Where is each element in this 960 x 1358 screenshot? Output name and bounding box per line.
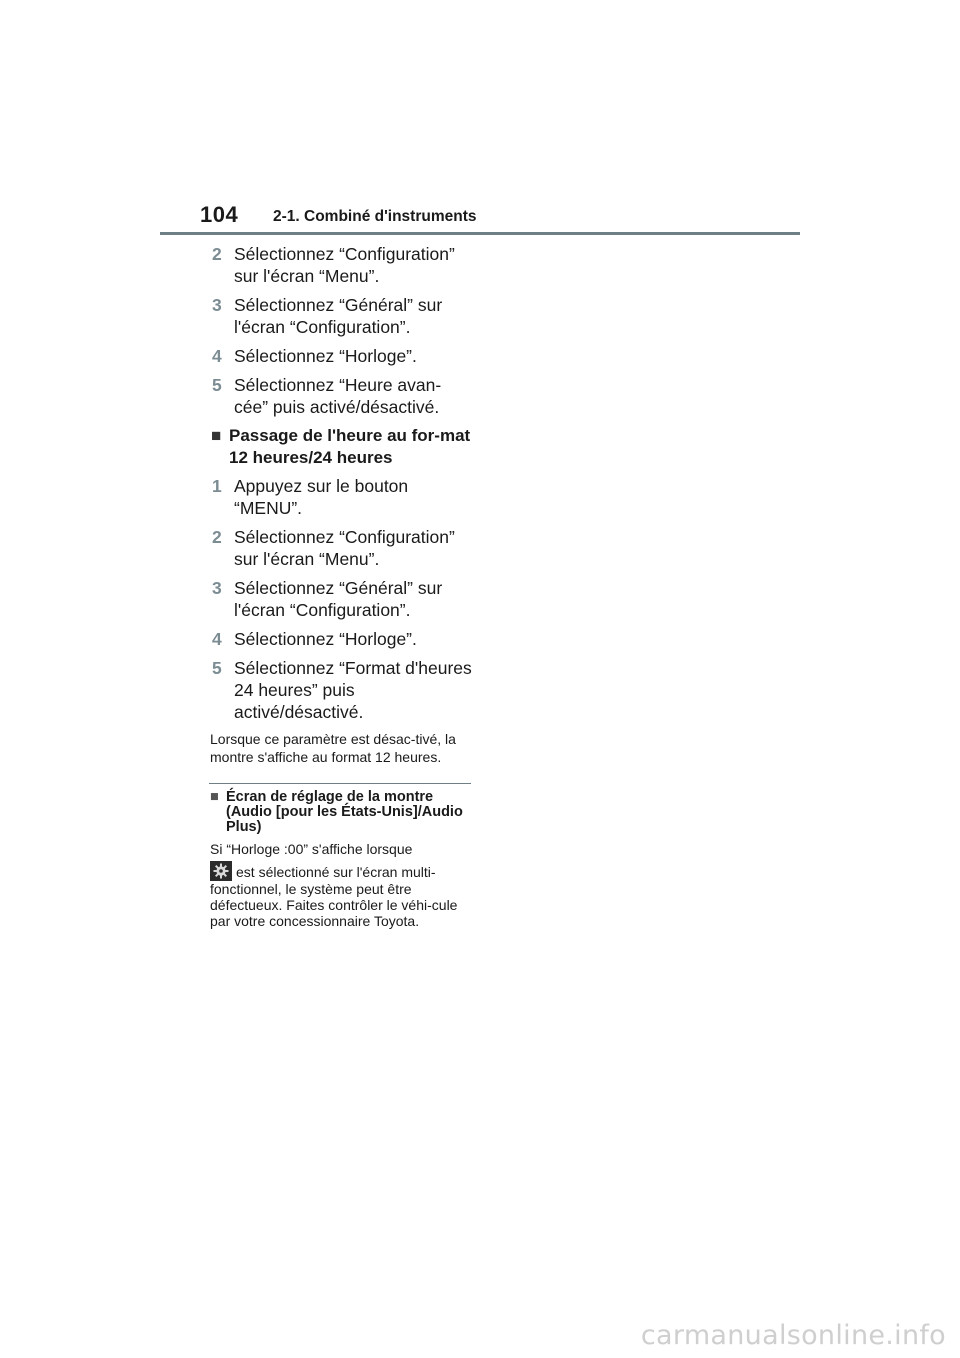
step-number: 3 (212, 578, 222, 598)
step-text: Appuyez sur le bouton “MENU”. (234, 476, 409, 518)
square-bullet-icon: ■ (211, 426, 222, 445)
page-content (207, 243, 472, 929)
page-number: 104 (200, 202, 239, 227)
step-b-5 (207, 657, 472, 723)
step-b-3 (207, 577, 472, 621)
step-b-1 (207, 475, 472, 519)
step-number: 2 (212, 244, 222, 264)
step-number: 2 (212, 527, 222, 547)
step-number: 3 (212, 295, 222, 315)
sub-section-heading (210, 790, 472, 835)
step-text: Sélectionnez “Format d'heures 24 heures” puis activé/désactivé. (234, 658, 472, 722)
step-a-3 (207, 294, 472, 338)
step-text: Sélectionnez “Configuration” sur l'écran “Menu”. (234, 527, 455, 569)
step-b-2 (207, 526, 472, 570)
note-text: Lorsque ce paramètre est désac-tivé, la montre s'affiche au format 12 heures. (210, 731, 456, 765)
step-text: Sélectionnez “Général” sur l'écran “Configuration”. (234, 578, 443, 620)
step-text: Sélectionnez “Heure avan-cée” puis activé/désactivé. (234, 375, 442, 417)
sub-section-paragraph (210, 841, 472, 929)
paragraph-text: est sélectionné sur l'écran multi-fonctionnel, le système peut être défectueux. Faites contrôler le véhi-cule par votre concessionnaire Toyota. (210, 864, 458, 929)
section-title: 2-1. Combiné d'instruments (273, 208, 477, 225)
section-heading (207, 425, 472, 469)
paragraph-line: Si “Horloge :00” s'affiche lorsque (210, 841, 413, 857)
step-number: 5 (212, 375, 222, 395)
heading-text: Passage de l'heure au for-mat 12 heures/24 heures (229, 426, 471, 467)
step-number: 1 (212, 476, 222, 496)
step-number: 4 (212, 629, 222, 649)
step-number: 5 (212, 658, 222, 678)
gear-icon (210, 861, 232, 881)
sub-section-rule (209, 783, 471, 784)
step-text: Sélectionnez “Général” sur l'écran “Configuration”. (234, 295, 443, 337)
step-text: Sélectionnez “Horloge”. (234, 629, 417, 649)
step-text: Sélectionnez “Horloge”. (234, 346, 417, 366)
step-a-4 (207, 345, 472, 367)
watermark: carmanualsonline.info (640, 1320, 946, 1351)
step-b-4 (207, 628, 472, 650)
step-a-2 (207, 243, 472, 287)
step-text: Sélectionnez “Configuration” sur l'écran “Menu”. (234, 244, 455, 286)
step-a-5 (207, 374, 472, 418)
step-number: 4 (212, 346, 222, 366)
sub-heading-text: Écran de réglage de la montre (Audio [pour les États-Unis]/Audio Plus) (226, 789, 463, 835)
header-rule (160, 232, 800, 235)
square-bullet-icon: ■ (210, 789, 219, 805)
